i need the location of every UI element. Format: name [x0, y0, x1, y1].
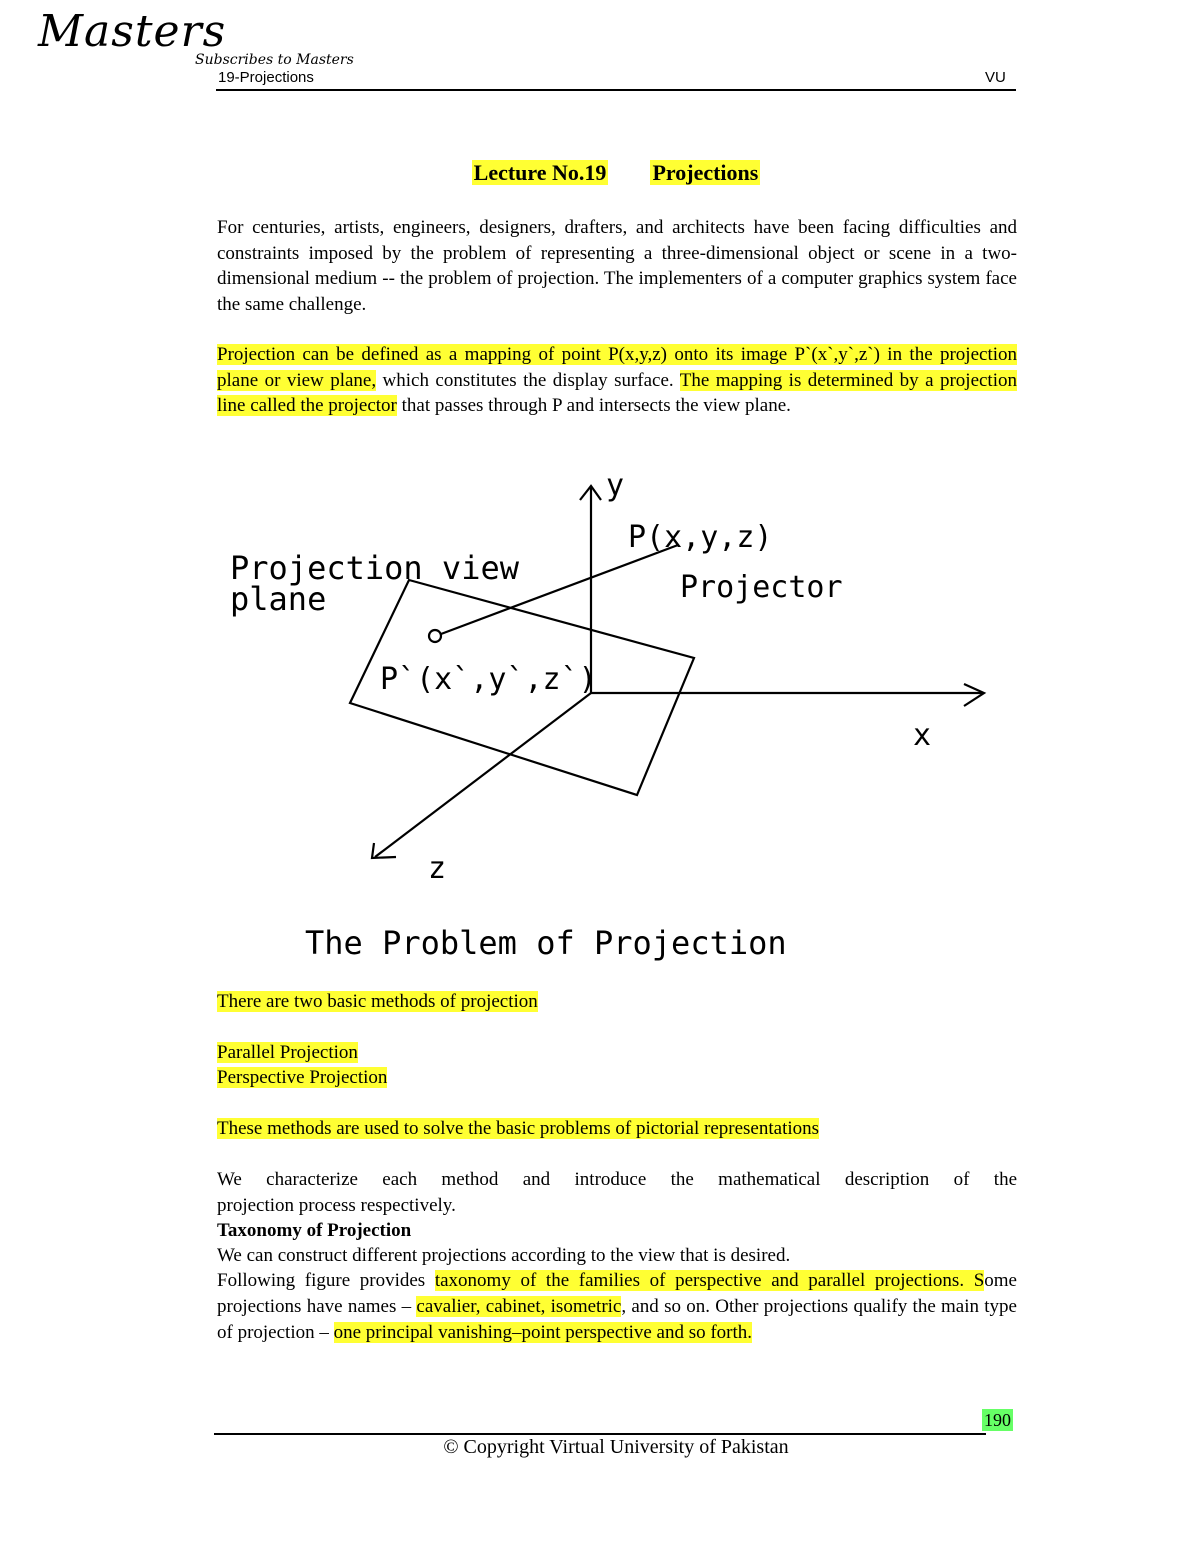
- logo-subtitle: Subscribes to Masters: [195, 52, 354, 68]
- x-axis-label: x: [913, 718, 932, 753]
- projection-figure: [0, 460, 1200, 980]
- characterize-line-1: We characterize each method and introduce the mathematical description of the: [217, 1169, 1017, 1190]
- definition-highlight-2: The mapping is determined by a projection line called the projector: [217, 369, 1017, 416]
- image-point: [429, 630, 441, 642]
- taxonomy-line-1: We can construct different projections according to the view that is desired.: [217, 1245, 791, 1266]
- characterize-line-2: projection process respectively.: [217, 1195, 456, 1216]
- taxonomy-highlight-2: cavalier, cabinet, isometric: [416, 1296, 622, 1317]
- page-number: 190: [984, 1410, 1011, 1430]
- z-axis-label: z: [428, 851, 447, 886]
- taxonomy-paragraph: Following figure provides taxonomy of the families of perspective and parallel projections. Some projections have names – cavalier, cabinet, isometric, and so on. Other projections qualify the main type of projection – one principal vanishing–point perspective and so forth.: [217, 1270, 1017, 1343]
- lecture-topic: Projections: [652, 160, 759, 185]
- lecture-title: [0, 160, 1200, 186]
- x-axis-arrowhead: [964, 684, 984, 706]
- y-axis-label: y: [606, 468, 625, 503]
- plane-label-line-1: Projection view: [230, 549, 519, 587]
- projector-label: Projector: [680, 570, 843, 605]
- image-label: P`(x`,y`,z`): [380, 662, 597, 697]
- taxonomy-highlight-1: taxonomy of the families of perspective and parallel projections. S: [434, 1270, 985, 1291]
- taxonomy-highlight-3: one principal vanishing–point perspective and so forth.: [333, 1322, 753, 1343]
- chapter-header: 19-Projections: [218, 69, 314, 86]
- point-label: P(x,y,z): [628, 520, 773, 555]
- copyright-notice: © Copyright Virtual University of Pakistan: [443, 1436, 789, 1458]
- figure-caption: The Problem of Projection: [305, 924, 787, 962]
- taxonomy-heading: Taxonomy of Projection: [217, 1220, 412, 1241]
- lecture-number: Lecture No.19: [473, 160, 607, 185]
- footer-rule: [214, 1433, 986, 1435]
- header-rule: [216, 89, 1016, 91]
- methods-intro: There are two basic methods of projection: [217, 991, 538, 1012]
- definition-highlight-1: Projection can be defined as a mapping of point P(x,y,z) onto its image P`(x`,y`,z`) in the projection plane or view plane,: [217, 344, 1017, 391]
- institution-header: VU: [985, 69, 1006, 86]
- intro-paragraph: For centuries, artists, engineers, designers, drafters, and architects have been facing difficulties and constraints imposed by the problem of representing a three-dimensional object or scene in a two-dimensional medium -- the problem of projection. The implementers of a computer graphics system face the same challenge.: [217, 217, 1017, 315]
- method-perspective: Perspective Projection: [217, 1067, 388, 1088]
- plane-label-line-2: plane: [230, 580, 327, 618]
- methods-usage: These methods are used to solve the basic problems of pictorial representations: [217, 1118, 820, 1139]
- definition-paragraph: Projection can be defined as a mapping of point P(x,y,z) onto its image P`(x`,y`,z`) in the projection plane or view plane, which constitutes the display surface. The mapping is determined by a projection line called the projector that passes through P and intersects the view plane.: [217, 344, 1017, 416]
- z-axis: [375, 693, 591, 857]
- method-parallel: Parallel Projection: [217, 1042, 358, 1063]
- masters-logo: Masters: [38, 6, 227, 57]
